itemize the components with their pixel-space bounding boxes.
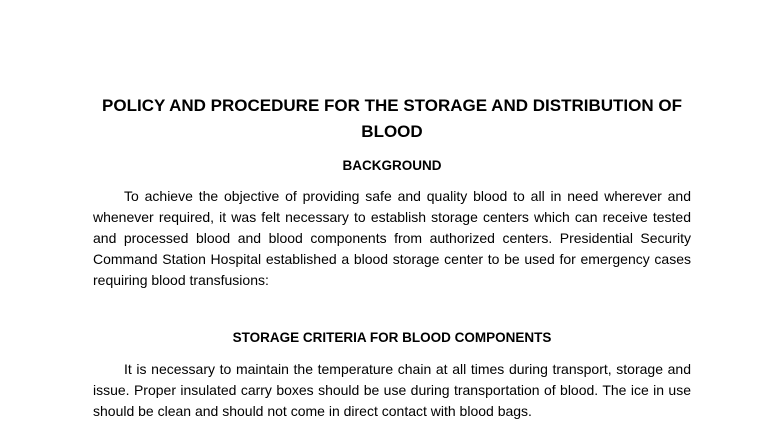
document-title: POLICY AND PROCEDURE FOR THE STORAGE AND DISTRIBUTION OF BLOOD bbox=[102, 96, 682, 141]
section-heading-storage-criteria: STORAGE CRITERIA FOR BLOOD COMPONENTS bbox=[232, 330, 552, 345]
section-heading-background: BACKGROUND bbox=[342, 158, 442, 173]
section-paragraph-background: To achieve the objective of providing safe and quality blood to all in need wherever and whenever required, it was felt necessary to establish storage centers which can receive tested and processed blood and blood components from authorized centers. Presidential Security Command Station Hospital established a blood storage center to be used for emergency cases requiring blood transfusions: bbox=[93, 188, 691, 288]
section-paragraph-storage-criteria: It is necessary to maintain the temperature chain at all times during transport, storage and issue. Proper insulated carry boxes should be use during transportation of blood. The ice in use should be clean and should not come in direct contact with blood bags. bbox=[93, 361, 691, 419]
